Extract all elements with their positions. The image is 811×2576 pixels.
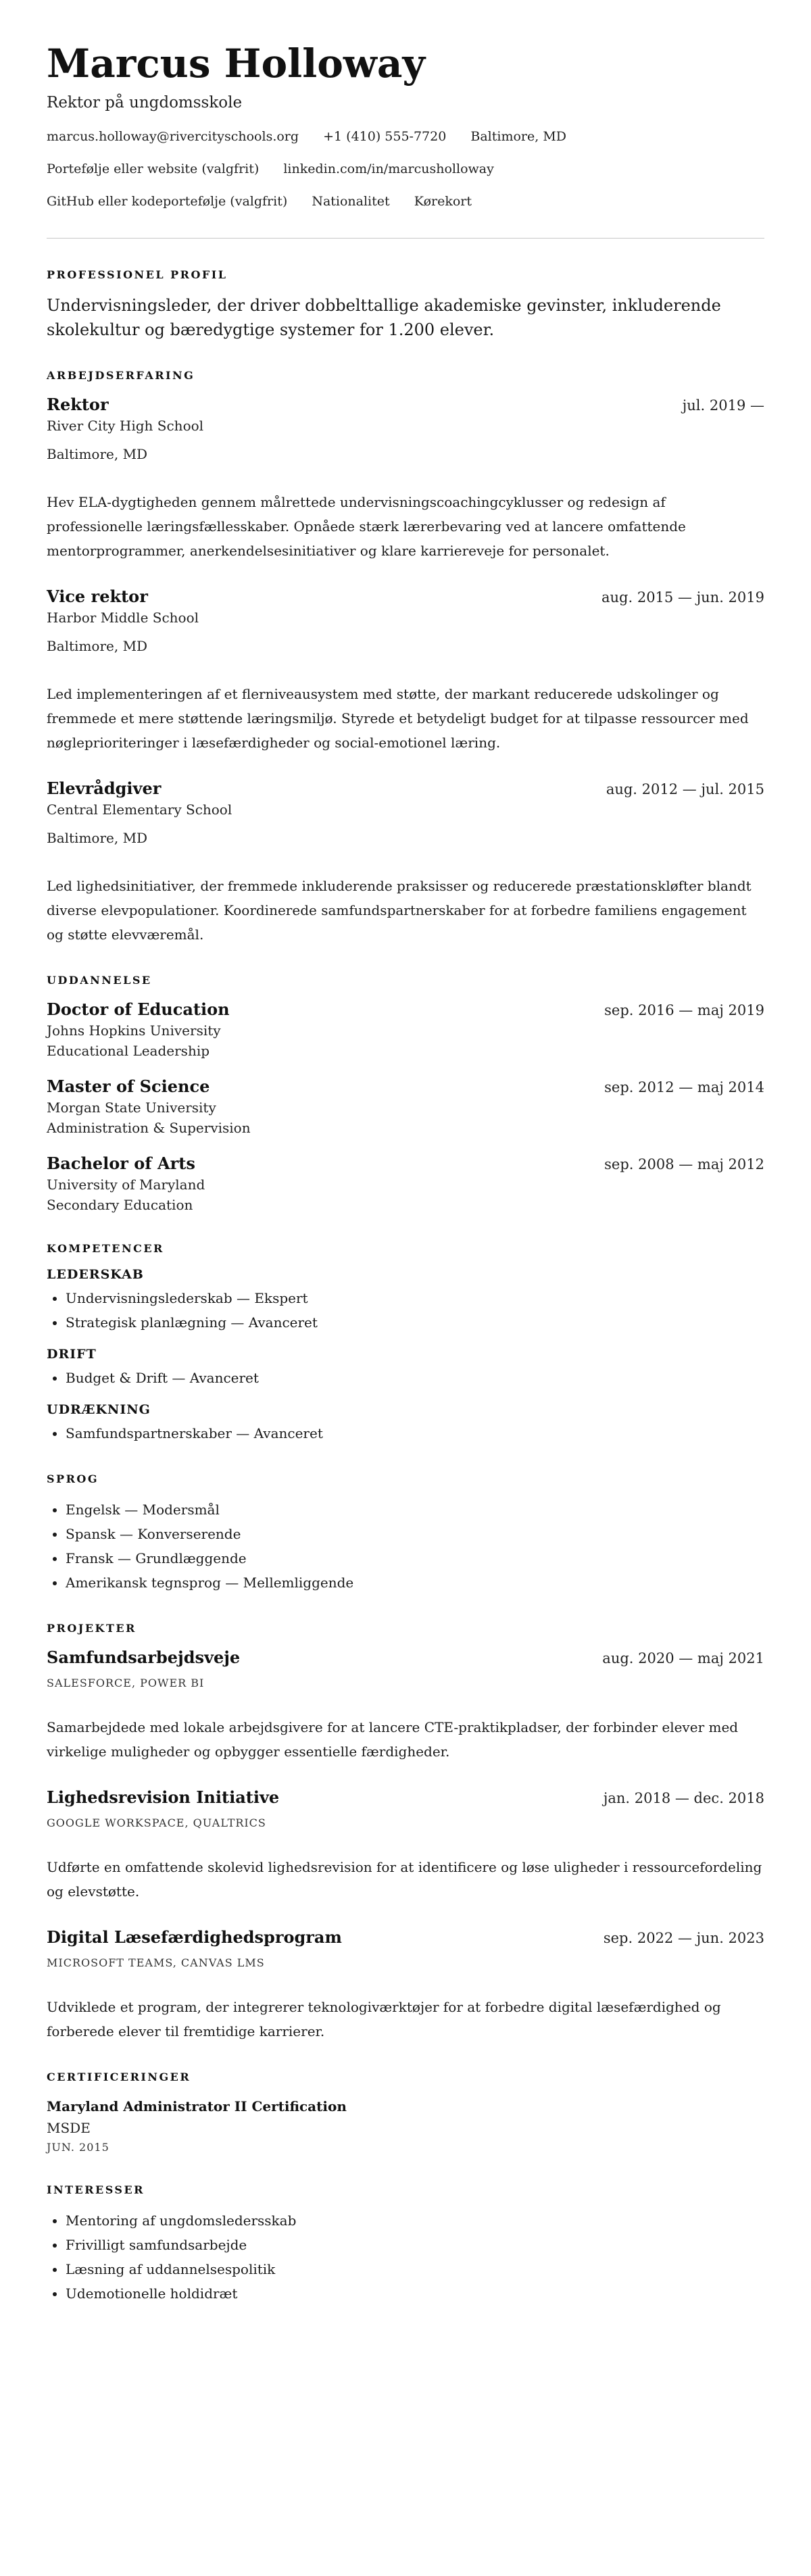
language-item: • Amerikansk tegnsprog — Mellemliggende <box>66 1570 764 1595</box>
skill-item: • Strategisk planlægning — Avanceret <box>66 1310 764 1335</box>
education-entry <box>47 1076 764 1138</box>
language-item: • Spansk — Konverserende <box>66 1522 764 1546</box>
section-title-interests: INTERESSER <box>47 2183 145 2196</box>
education-school: Morgan State University <box>47 1099 216 1116</box>
skill-item: • Samfundspartnerskaber — Avanceret <box>66 1421 764 1445</box>
contact-line-extra <box>47 192 764 211</box>
contact-email[interactable]: marcus.holloway@rivercityschools.org <box>47 129 299 144</box>
experience-entry <box>47 394 764 563</box>
project-tech: SALESFORCE, POWER BI <box>47 1677 205 1689</box>
section-title-experience: ARBEJDSERFARING <box>47 369 195 382</box>
education-section <box>47 974 764 1215</box>
experience-entry <box>47 586 764 755</box>
certification-name: Maryland Administrator II Certification <box>47 2098 347 2114</box>
language-list <box>47 1497 764 1595</box>
skills-section <box>47 1242 764 1445</box>
project-description: Udviklede et program, der integrerer teknologiværktøjer for at forbedre digital læsefærdighed og forberede elever til fremtidige karrierer. <box>47 1999 721 2039</box>
candidate-name: Marcus Holloway <box>47 41 426 86</box>
project-entry <box>47 1927 764 2044</box>
skill-group-title: UDRÆKNING <box>47 1402 151 1417</box>
contact-github[interactable]: GitHub eller kodeportefølje (valgfrit) <box>47 194 288 209</box>
certification-date: JUN. 2015 <box>47 2141 109 2154</box>
education-dates: sep. 2012 — maj 2014 <box>604 1079 764 1095</box>
experience-org: Harbor Middle School <box>47 610 199 626</box>
project-name: Lighedsrevision Initiative <box>47 1787 280 1807</box>
contact-line-links <box>47 159 764 178</box>
section-title-projects: PROJEKTER <box>47 1622 137 1635</box>
interest-item: • Frivilligt samfundsarbejde <box>66 2233 764 2257</box>
certifications-section <box>47 2071 764 2156</box>
experience-entry <box>47 778 764 947</box>
skill-list <box>47 1366 764 1390</box>
experience-dates: jul. 2019 — <box>682 397 764 414</box>
resume-header <box>47 38 764 211</box>
experience-section <box>47 369 764 947</box>
certification-issuer: MSDE <box>47 2120 91 2136</box>
languages-section <box>47 1472 764 1595</box>
skill-item: • Undervisningslederskab — Ekspert <box>66 1286 764 1310</box>
contact-line-primary <box>47 127 764 146</box>
project-description: Udførte en omfattende skolevid lighedsrevision for at identificere og løse uligheder i ressourcefordeling og elevstøtte. <box>47 1859 762 1900</box>
section-title-certifications: CERTIFICERINGER <box>47 2071 191 2083</box>
interest-item: • Udemotionelle holdidræt <box>66 2281 764 2306</box>
section-title-skills: KOMPETENCER <box>47 1242 164 1255</box>
section-title-education: UDDANNELSE <box>47 974 152 987</box>
project-dates: sep. 2022 — jun. 2023 <box>603 1930 764 1946</box>
section-title-languages: SPROG <box>47 1472 99 1485</box>
education-entry <box>47 1153 764 1215</box>
certification-entry <box>47 2096 764 2156</box>
project-tech: GOOGLE WORKSPACE, QUALTRICS <box>47 1816 266 1829</box>
profile-summary: Undervisningsleder, der driver dobbelttallige akademiske gevinster, inkluderende skolekultur og bæredygtige systemer for 1.200 elever. <box>47 296 721 339</box>
contact-phone[interactable]: +1 (410) 555-7720 <box>323 129 447 144</box>
experience-role: Elevrådgiver <box>47 778 162 798</box>
project-description: Samarbejdede med lokale arbejdsgivere for at lancere CTE-praktikpladser, der forbinder elever med virkelige muligheder og opbygger essentielle færdigheder. <box>47 1719 739 1760</box>
skill-list <box>47 1286 764 1335</box>
header-divider <box>47 238 764 239</box>
project-entry <box>47 1647 764 1764</box>
experience-description: Led lighedsinitiativer, der fremmede inkluderende praksisser og reducerede præstationskløfter blandt diverse elevpopulationer. Koordinerede samfundspartnerskaber for at forbedre familiens engagement og støtte elevværemål. <box>47 878 752 943</box>
experience-location: Baltimore, MD <box>47 830 148 846</box>
experience-location: Baltimore, MD <box>47 446 148 462</box>
project-entry <box>47 1787 764 1904</box>
language-item: • Fransk — Grundlæggende <box>66 1546 764 1570</box>
contact-location: Baltimore, MD <box>470 129 567 144</box>
education-field: Secondary Education <box>47 1197 193 1213</box>
interest-list <box>47 2208 764 2306</box>
skill-list <box>47 1421 764 1445</box>
education-dates: sep. 2016 — maj 2019 <box>604 1002 764 1018</box>
skill-item: • Budget & Drift — Avanceret <box>66 1366 764 1390</box>
education-degree: Doctor of Education <box>47 999 230 1019</box>
contact-linkedin[interactable]: linkedin.com/in/marcusholloway <box>283 162 494 176</box>
profile-section <box>47 268 764 342</box>
skill-group-title: LEDERSKAB <box>47 1267 144 1282</box>
experience-location: Baltimore, MD <box>47 638 148 654</box>
project-name: Samfundsarbejdsveje <box>47 1648 241 1667</box>
contact-nationality: Nationalitet <box>312 194 390 209</box>
project-name: Digital Læsefærdighedsprogram <box>47 1927 342 1947</box>
education-degree: Master of Science <box>47 1076 210 1096</box>
experience-org: Central Elementary School <box>47 801 232 818</box>
skill-group-title: DRIFT <box>47 1347 97 1362</box>
experience-role: Rektor <box>47 395 109 414</box>
education-field: Educational Leadership <box>47 1043 210 1059</box>
contact-portfolio[interactable]: Portefølje eller website (valgfrit) <box>47 162 260 176</box>
project-dates: aug. 2020 — maj 2021 <box>602 1650 764 1666</box>
language-item: • Engelsk — Modersmål <box>66 1497 764 1522</box>
project-tech: MICROSOFT TEAMS, CANVAS LMS <box>47 1956 265 1969</box>
interest-item: • Mentoring af ungdomsledersskab <box>66 2208 764 2233</box>
section-title-profile: PROFESSIONEL PROFIL <box>47 268 228 281</box>
education-school: Johns Hopkins University <box>47 1022 221 1039</box>
interests-section <box>47 2183 764 2306</box>
candidate-headline: Rektor på ungdomsskole <box>47 94 243 112</box>
project-dates: jan. 2018 — dec. 2018 <box>603 1790 764 1806</box>
education-dates: sep. 2008 — maj 2012 <box>604 1156 764 1172</box>
education-school: University of Maryland <box>47 1176 205 1193</box>
contact-license: Kørekort <box>414 194 472 209</box>
experience-dates: aug. 2012 — jul. 2015 <box>606 781 764 797</box>
experience-description: Hev ELA-dygtigheden gennem målrettede undervisningscoachingcyklusser og redesign af professionelle læringsfællesskaber. Opnåede stærk lærerbevaring ved at lancere omfattende mentorprogrammer, anerkendelsesinitiativer og klare karriereveje for personalet. <box>47 494 686 559</box>
education-entry <box>47 999 764 1061</box>
experience-dates: aug. 2015 — jun. 2019 <box>601 589 764 605</box>
education-degree: Bachelor of Arts <box>47 1154 195 1173</box>
experience-org: River City High School <box>47 418 204 434</box>
experience-role: Vice rektor <box>47 587 148 606</box>
projects-section <box>47 1622 764 2044</box>
interest-item: • Læsning af uddannelsespolitik <box>66 2257 764 2281</box>
experience-description: Led implementeringen af et flerniveausystem med støtte, der markant reducerede udskolinger og fremmede et mere støttende læringsmiljø. Styrede et betydeligt budget for at tilpasse ressourcer med nøgleprioriteringer i læsefærdigheder og social-emotionel læring. <box>47 686 749 751</box>
education-field: Administration & Supervision <box>47 1120 251 1136</box>
